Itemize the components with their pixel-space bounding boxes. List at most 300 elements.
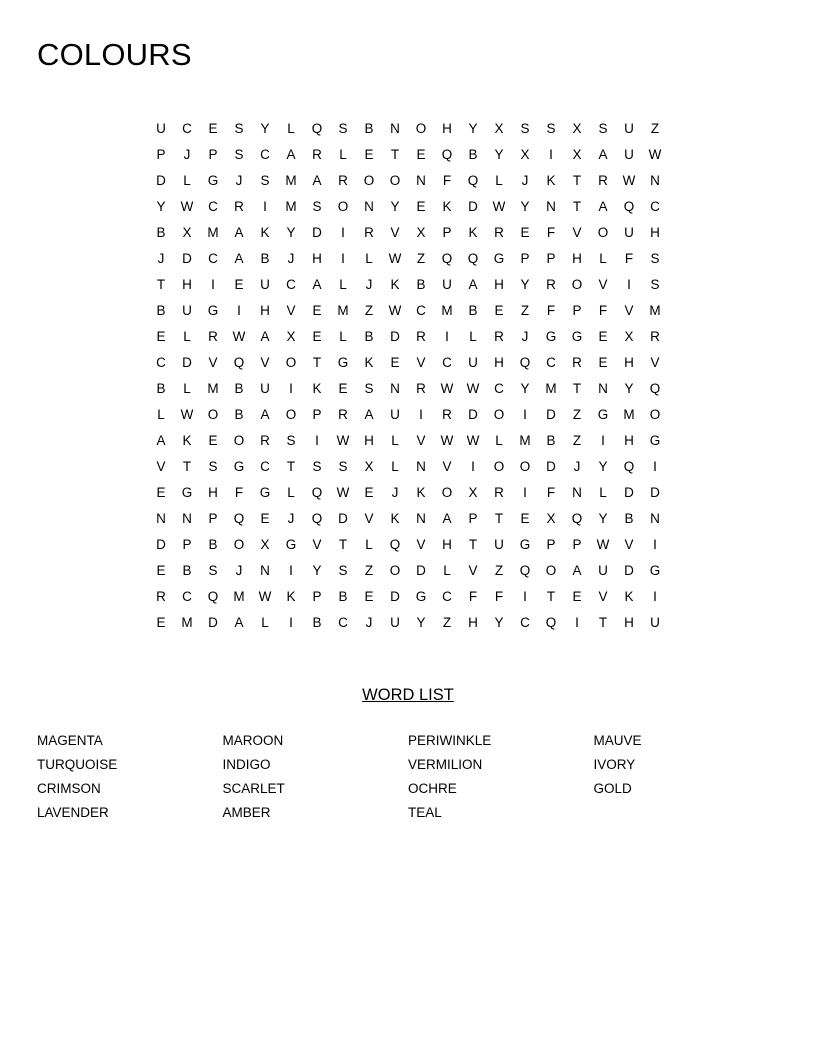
grid-letter: H xyxy=(572,250,582,266)
grid-letter: A xyxy=(572,562,582,578)
grid-letter: W xyxy=(622,172,636,188)
grid-letter: B xyxy=(364,328,374,344)
grid-letter: C xyxy=(494,380,504,396)
grid-letter: V xyxy=(598,588,608,604)
grid-letter: T xyxy=(338,536,348,552)
grid-letter: J xyxy=(521,172,529,188)
grid-letter: A xyxy=(312,172,322,188)
grid-letter: F xyxy=(442,172,452,188)
grid-letter: V xyxy=(286,302,296,318)
grid-letter: T xyxy=(390,146,400,162)
grid-letter: X xyxy=(520,146,530,162)
grid-row xyxy=(148,219,668,245)
grid-letter: L xyxy=(183,380,191,396)
grid-letter: K xyxy=(468,224,478,240)
grid-letter: S xyxy=(364,380,374,396)
grid-letter: N xyxy=(546,198,556,214)
grid-letter: R xyxy=(416,380,426,396)
grid-letter: B xyxy=(156,302,166,318)
grid-letter: V xyxy=(598,276,608,292)
grid-letter: I xyxy=(653,536,657,552)
grid-letter: E xyxy=(234,276,244,292)
grid-letter: U xyxy=(468,354,478,370)
word-list xyxy=(37,731,779,827)
grid-letter: J xyxy=(365,614,373,630)
grid-letter: C xyxy=(442,354,452,370)
grid-letter: U xyxy=(598,562,608,578)
grid-letter: Q xyxy=(233,354,245,370)
grid-letter: T xyxy=(572,172,582,188)
grid-letter: E xyxy=(416,198,426,214)
grid-letter: J xyxy=(183,146,191,162)
grid-letter: I xyxy=(419,406,423,422)
grid-letter: O xyxy=(207,406,219,422)
grid-letter: B xyxy=(234,406,244,422)
grid-letter: T xyxy=(598,614,608,630)
grid-letter: P xyxy=(546,250,556,266)
grid-letter: I xyxy=(263,198,267,214)
grid-letter: I xyxy=(653,458,657,474)
grid-letter: S xyxy=(650,250,660,266)
word-list-item: OCHRE xyxy=(408,781,457,796)
grid-letter: E xyxy=(598,354,608,370)
grid-letter: H xyxy=(364,432,374,448)
word-list-item: INDIGO xyxy=(222,757,271,772)
grid-letter: U xyxy=(390,406,400,422)
grid-letter: E xyxy=(312,328,322,344)
grid-letter: D xyxy=(182,354,192,370)
grid-letter: I xyxy=(211,276,215,292)
grid-letter: L xyxy=(287,484,295,500)
grid-letter: P xyxy=(572,536,582,552)
grid-letter: O xyxy=(441,484,453,500)
grid-letter: A xyxy=(442,510,452,526)
grid-row xyxy=(148,609,668,635)
grid-letter: K xyxy=(390,510,400,526)
grid-letter: A xyxy=(260,406,270,422)
grid-letter: J xyxy=(391,484,399,500)
grid-letter: J xyxy=(521,328,529,344)
grid-letter: T xyxy=(156,276,166,292)
grid-letter: K xyxy=(390,276,400,292)
grid-letter: Y xyxy=(312,562,322,578)
grid-row xyxy=(148,557,668,583)
grid-letter: H xyxy=(260,302,270,318)
grid-letter: Z xyxy=(442,614,452,630)
grid-letter: V xyxy=(364,510,374,526)
grid-letter: V xyxy=(416,536,426,552)
grid-letter: R xyxy=(416,328,426,344)
grid-letter: O xyxy=(389,172,401,188)
grid-letter: C xyxy=(286,276,296,292)
grid-letter: A xyxy=(286,146,296,162)
grid-letter: G xyxy=(493,250,505,266)
grid-letter: D xyxy=(312,224,322,240)
grid-letter: U xyxy=(260,380,270,396)
grid-letter: M xyxy=(233,588,245,604)
grid-letter: M xyxy=(207,380,219,396)
grid-letter: S xyxy=(208,458,218,474)
word-list-column xyxy=(223,731,409,827)
grid-letter: Z xyxy=(572,432,582,448)
word-list-item: VERMILION xyxy=(408,757,483,772)
grid-letter: W xyxy=(466,432,480,448)
grid-letter: S xyxy=(598,120,608,136)
grid-row xyxy=(148,531,668,557)
grid-letter: H xyxy=(208,484,218,500)
grid-letter: W xyxy=(336,484,350,500)
grid-letter: B xyxy=(312,614,322,630)
grid-letter: O xyxy=(493,458,505,474)
grid-row xyxy=(148,245,668,271)
grid-letter: W xyxy=(180,198,194,214)
grid-letter: Q xyxy=(467,172,479,188)
grid-letter: Q xyxy=(389,536,401,552)
grid-letter: A xyxy=(598,146,608,162)
grid-letter: Z xyxy=(416,250,426,266)
grid-letter: S xyxy=(312,198,322,214)
grid-letter: I xyxy=(627,276,631,292)
grid-letter: E xyxy=(520,224,530,240)
grid-letter: N xyxy=(416,510,426,526)
grid-row xyxy=(148,115,668,141)
grid-letter: P xyxy=(156,146,166,162)
grid-letter: V xyxy=(416,432,426,448)
grid-letter: Q xyxy=(519,562,531,578)
grid-letter: I xyxy=(523,588,527,604)
grid-letter: S xyxy=(546,120,556,136)
grid-letter: H xyxy=(624,432,634,448)
grid-letter: E xyxy=(364,146,374,162)
grid-letter: E xyxy=(208,432,218,448)
grid-letter: L xyxy=(183,328,191,344)
grid-row xyxy=(148,427,668,453)
grid-letter: J xyxy=(573,458,581,474)
grid-letter: N xyxy=(598,380,608,396)
grid-letter: S xyxy=(234,120,244,136)
grid-letter: X xyxy=(260,536,270,552)
grid-letter: S xyxy=(338,458,348,474)
grid-letter: W xyxy=(492,198,506,214)
grid-letter: C xyxy=(182,120,192,136)
grid-letter: M xyxy=(285,172,297,188)
grid-letter: V xyxy=(650,354,660,370)
grid-letter: O xyxy=(389,562,401,578)
grid-letter: Y xyxy=(286,224,296,240)
grid-letter: I xyxy=(289,380,293,396)
grid-letter: Y xyxy=(520,380,530,396)
grid-letter: V xyxy=(416,354,426,370)
grid-letter: X xyxy=(182,224,192,240)
grid-letter: M xyxy=(337,302,349,318)
grid-letter: Y xyxy=(624,380,634,396)
grid-letter: W xyxy=(440,432,454,448)
grid-letter: J xyxy=(287,250,295,266)
grid-letter: R xyxy=(260,432,270,448)
grid-letter: O xyxy=(545,562,557,578)
grid-letter: E xyxy=(572,588,582,604)
grid-letter: I xyxy=(445,328,449,344)
grid-letter: V xyxy=(390,224,400,240)
word-list-item: TURQUOISE xyxy=(37,757,118,772)
grid-letter: T xyxy=(546,588,556,604)
grid-row xyxy=(148,271,668,297)
grid-row xyxy=(148,323,668,349)
grid-letter: T xyxy=(572,198,582,214)
grid-letter: Q xyxy=(311,120,323,136)
word-list-item: MAROON xyxy=(222,733,284,748)
grid-letter: S xyxy=(312,458,322,474)
grid-row xyxy=(148,583,668,609)
grid-letter: Q xyxy=(441,250,453,266)
grid-letter: C xyxy=(260,458,270,474)
grid-letter: N xyxy=(416,172,426,188)
grid-letter: F xyxy=(598,302,608,318)
grid-letter: Y xyxy=(390,198,400,214)
grid-letter: Y xyxy=(416,614,426,630)
grid-letter: K xyxy=(182,432,192,448)
grid-letter: F xyxy=(546,224,556,240)
grid-letter: E xyxy=(312,302,322,318)
grid-letter: D xyxy=(468,198,478,214)
grid-letter: I xyxy=(315,432,319,448)
grid-letter: H xyxy=(650,224,660,240)
grid-letter: R xyxy=(234,198,244,214)
word-list-column xyxy=(408,731,594,827)
grid-letter: Z xyxy=(494,562,504,578)
grid-letter: P xyxy=(208,510,218,526)
grid-letter: Z xyxy=(520,302,530,318)
page-title: COLOURS xyxy=(37,37,192,72)
grid-letter: A xyxy=(468,276,478,292)
grid-letter: J xyxy=(235,172,243,188)
grid-letter: F xyxy=(546,484,556,500)
grid-letter: W xyxy=(388,302,402,318)
grid-letter: T xyxy=(182,458,192,474)
grid-letter: V xyxy=(156,458,166,474)
grid-letter: L xyxy=(495,432,503,448)
grid-letter: E xyxy=(208,120,218,136)
grid-letter: B xyxy=(468,302,478,318)
grid-letter: W xyxy=(466,380,480,396)
grid-letter: X xyxy=(572,146,582,162)
grid-letter: A xyxy=(312,276,322,292)
grid-row xyxy=(148,349,668,375)
grid-letter: O xyxy=(415,120,427,136)
grid-letter: W xyxy=(232,328,246,344)
grid-letter: Y xyxy=(598,510,608,526)
grid-letter: M xyxy=(441,302,453,318)
grid-letter: E xyxy=(390,354,400,370)
grid-letter: I xyxy=(523,484,527,500)
grid-letter: Q xyxy=(311,484,323,500)
grid-letter: Q xyxy=(623,458,635,474)
grid-letter: B xyxy=(260,250,270,266)
grid-letter: V xyxy=(572,224,582,240)
grid-letter: E xyxy=(364,484,374,500)
grid-letter: H xyxy=(494,276,504,292)
grid-letter: A xyxy=(234,614,244,630)
grid-letter: Q xyxy=(649,380,661,396)
grid-letter: B xyxy=(156,380,166,396)
grid-letter: L xyxy=(443,562,451,578)
grid-letter: R xyxy=(598,172,608,188)
grid-letter: V xyxy=(260,354,270,370)
grid-row xyxy=(148,141,668,167)
grid-letter: I xyxy=(289,614,293,630)
grid-letter: T xyxy=(312,354,322,370)
grid-letter: C xyxy=(416,302,426,318)
grid-letter: B xyxy=(156,224,166,240)
grid-letter: U xyxy=(624,120,634,136)
word-list-heading xyxy=(0,685,816,705)
grid-letter: G xyxy=(545,328,557,344)
grid-letter: M xyxy=(181,614,193,630)
grid-letter: E xyxy=(156,562,166,578)
grid-letter: K xyxy=(416,484,426,500)
grid-letter: O xyxy=(571,276,583,292)
grid-letter: W xyxy=(258,588,272,604)
grid-letter: W xyxy=(336,432,350,448)
grid-letter: K xyxy=(286,588,296,604)
grid-letter: K xyxy=(442,198,452,214)
grid-letter: H xyxy=(442,120,452,136)
grid-letter: X xyxy=(494,120,504,136)
grid-letter: E xyxy=(260,510,270,526)
grid-letter: L xyxy=(339,146,347,162)
word-list-column xyxy=(594,731,780,827)
grid-letter: Z xyxy=(572,406,582,422)
grid-letter: W xyxy=(180,406,194,422)
grid-letter: D xyxy=(182,250,192,266)
grid-letter: A xyxy=(260,328,270,344)
grid-letter: Z xyxy=(650,120,660,136)
grid-letter: N xyxy=(390,120,400,136)
grid-letter: L xyxy=(365,536,373,552)
grid-letter: M xyxy=(623,406,635,422)
grid-letter: D xyxy=(208,614,218,630)
grid-letter: Q xyxy=(207,588,219,604)
grid-letter: R xyxy=(156,588,166,604)
grid-letter: M xyxy=(545,380,557,396)
word-list-item: CRIMSON xyxy=(37,781,101,796)
grid-letter: K xyxy=(546,172,556,188)
grid-letter: J xyxy=(157,250,165,266)
grid-letter: D xyxy=(416,562,426,578)
grid-letter: S xyxy=(520,120,530,136)
grid-letter: X xyxy=(572,120,582,136)
grid-letter: R xyxy=(494,484,504,500)
grid-letter: N xyxy=(390,380,400,396)
grid-letter: R xyxy=(494,328,504,344)
grid-letter: S xyxy=(650,276,660,292)
grid-letter: Z xyxy=(364,562,374,578)
grid-letter: Q xyxy=(441,146,453,162)
grid-letter: I xyxy=(575,614,579,630)
grid-letter: R xyxy=(364,224,374,240)
grid-letter: I xyxy=(549,146,553,162)
grid-letter: G xyxy=(415,588,427,604)
grid-letter: V xyxy=(624,536,634,552)
grid-letter: L xyxy=(469,328,477,344)
grid-letter: H xyxy=(442,536,452,552)
grid-letter: Y xyxy=(520,276,530,292)
grid-letter: F xyxy=(234,484,244,500)
grid-letter: H xyxy=(624,354,634,370)
grid-letter: Y xyxy=(494,146,504,162)
grid-letter: I xyxy=(471,458,475,474)
grid-letter: A xyxy=(234,224,244,240)
grid-letter: D xyxy=(624,562,634,578)
grid-letter: X xyxy=(286,328,296,344)
grid-letter: V xyxy=(312,536,322,552)
grid-row xyxy=(148,375,668,401)
grid-letter: B xyxy=(234,380,244,396)
grid-letter: Y xyxy=(156,198,166,214)
grid-letter: U xyxy=(442,276,452,292)
grid-letter: C xyxy=(182,588,192,604)
grid-letter: O xyxy=(337,198,349,214)
grid-letter: G xyxy=(519,536,531,552)
grid-letter: B xyxy=(182,562,192,578)
grid-row xyxy=(148,479,668,505)
grid-letter: A xyxy=(364,406,374,422)
grid-letter: S xyxy=(234,146,244,162)
grid-letter: J xyxy=(235,562,243,578)
grid-letter: S xyxy=(338,120,348,136)
grid-letter: N xyxy=(364,198,374,214)
grid-row xyxy=(148,297,668,323)
grid-letter: K xyxy=(364,354,374,370)
grid-letter: N xyxy=(156,510,166,526)
grid-letter: D xyxy=(624,484,634,500)
grid-letter: K xyxy=(260,224,270,240)
grid-letter: W xyxy=(648,146,662,162)
grid-letter: O xyxy=(233,432,245,448)
grid-letter: H xyxy=(312,250,322,266)
grid-letter: O xyxy=(285,406,297,422)
grid-letter: N xyxy=(182,510,192,526)
grid-letter: B xyxy=(416,276,426,292)
grid-letter: O xyxy=(233,536,245,552)
grid-letter: K xyxy=(312,380,322,396)
grid-letter: L xyxy=(287,120,295,136)
grid-letter: U xyxy=(624,146,634,162)
grid-letter: P xyxy=(312,588,322,604)
grid-letter: R xyxy=(546,276,556,292)
grid-letter: S xyxy=(286,432,296,448)
grid-letter: D xyxy=(156,172,166,188)
grid-letter: U xyxy=(390,614,400,630)
grid-letter: Q xyxy=(519,354,531,370)
grid-letter: X xyxy=(468,484,478,500)
grid-letter: K xyxy=(624,588,634,604)
grid-letter: U xyxy=(156,120,166,136)
grid-letter: D xyxy=(468,406,478,422)
word-list-item: MAGENTA xyxy=(37,733,103,748)
grid-letter: C xyxy=(156,354,166,370)
grid-letter: Q xyxy=(571,510,583,526)
grid-letter: P xyxy=(208,146,218,162)
grid-letter: G xyxy=(649,562,661,578)
grid-letter: O xyxy=(363,172,375,188)
grid-letter: C xyxy=(650,198,660,214)
grid-letter: D xyxy=(390,588,400,604)
grid-letter: E xyxy=(156,484,166,500)
grid-letter: Y xyxy=(598,458,608,474)
grid-letter: M xyxy=(207,224,219,240)
word-list-item: TEAL xyxy=(408,805,442,820)
